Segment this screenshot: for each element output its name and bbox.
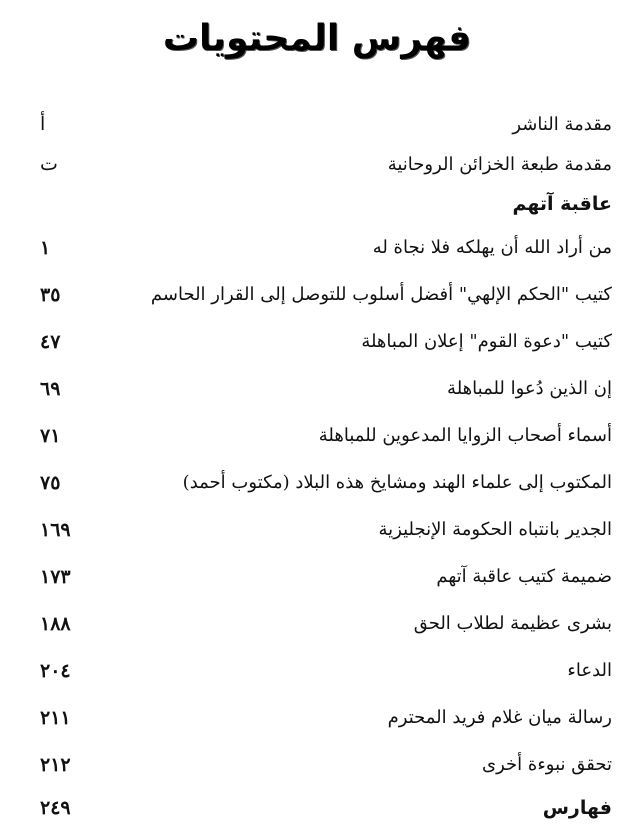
toc-entry-title: بشرى عظيمة لطلاب الحق [413,613,612,634]
toc-row [40,224,612,271]
toc-entry-title: المكتوب إلى علماء الهند ومشايخ هذه البلاد (مكتوب أحمد) [182,472,612,493]
toc-entry-title: مقدمة طبعة الخزائن الروحانية [387,153,612,175]
toc-row [40,741,612,788]
toc-entry-page: ٢١١ [40,706,71,729]
toc-entry-title: إن الذين دُعوا للمباهلة [447,378,612,399]
toc-section-heading: فهارس [542,797,612,819]
toc-row [40,271,612,318]
toc-entry-page: ١ [40,236,51,259]
toc-entry-page: ١٨٨ [40,612,71,635]
toc-entry-title: كتيب "دعوة القوم" إعلان المباهلة [361,331,612,352]
toc-entry-title: الدعاء [567,660,612,681]
toc-entry-page: ٧١ [40,424,61,447]
toc-row [40,694,612,741]
toc-entry-page: ٧٥ [40,471,61,494]
toc-entry-title: كتيب "الحكم الإلهي" أفضل أسلوب للتوصل إلى القرار الحاسم [150,284,612,305]
toc-entry-title: أسماء أصحاب الزوايا المدعوين للمباهلة [318,425,612,446]
toc-row [40,365,612,412]
toc-entry-page: ٦٩ [40,377,61,400]
toc-row [40,104,612,144]
toc-entry-title: رسالة ميان غلام فريد المحترم [387,707,612,728]
toc-entry-page: ٢٤٩ [40,797,71,819]
toc-row [40,412,612,459]
toc-entry-page: أ [40,113,46,135]
toc-entry-title: ضميمة كتيب عاقبة آتهم [436,566,612,587]
toc-entry-page: ت [40,153,58,175]
toc-entry-page: ٢٠٤ [40,659,71,682]
table-of-contents [40,104,612,828]
page-title: فهرس المحتويات [162,18,472,59]
toc-row [40,506,612,553]
toc-row [40,459,612,506]
toc-row [40,647,612,694]
toc-entry-page: ٣٥ [40,283,61,306]
toc-entry-title: مقدمة الناشر [512,113,612,135]
toc-row [40,553,612,600]
toc-entry-title: الجدير بانتباه الحكومة الإنجليزية [378,519,612,540]
toc-entry-page: ٤٧ [40,330,61,353]
toc-entry-title: تحقق نبوءة أخرى [482,754,612,775]
toc-section-heading: عاقبة آتهم [512,193,612,215]
toc-entry-page: ١٦٩ [40,518,71,541]
toc-row [40,144,612,184]
toc-entry-title: من أراد الله أن يهلكه فلا نجاة له [372,237,612,258]
toc-entry-page: ١٧٣ [40,565,71,588]
toc-section-row [40,184,612,224]
toc-row [40,318,612,365]
toc-row [40,600,612,647]
toc-entry-page: ٢١٢ [40,753,71,776]
toc-section-row [40,788,612,828]
